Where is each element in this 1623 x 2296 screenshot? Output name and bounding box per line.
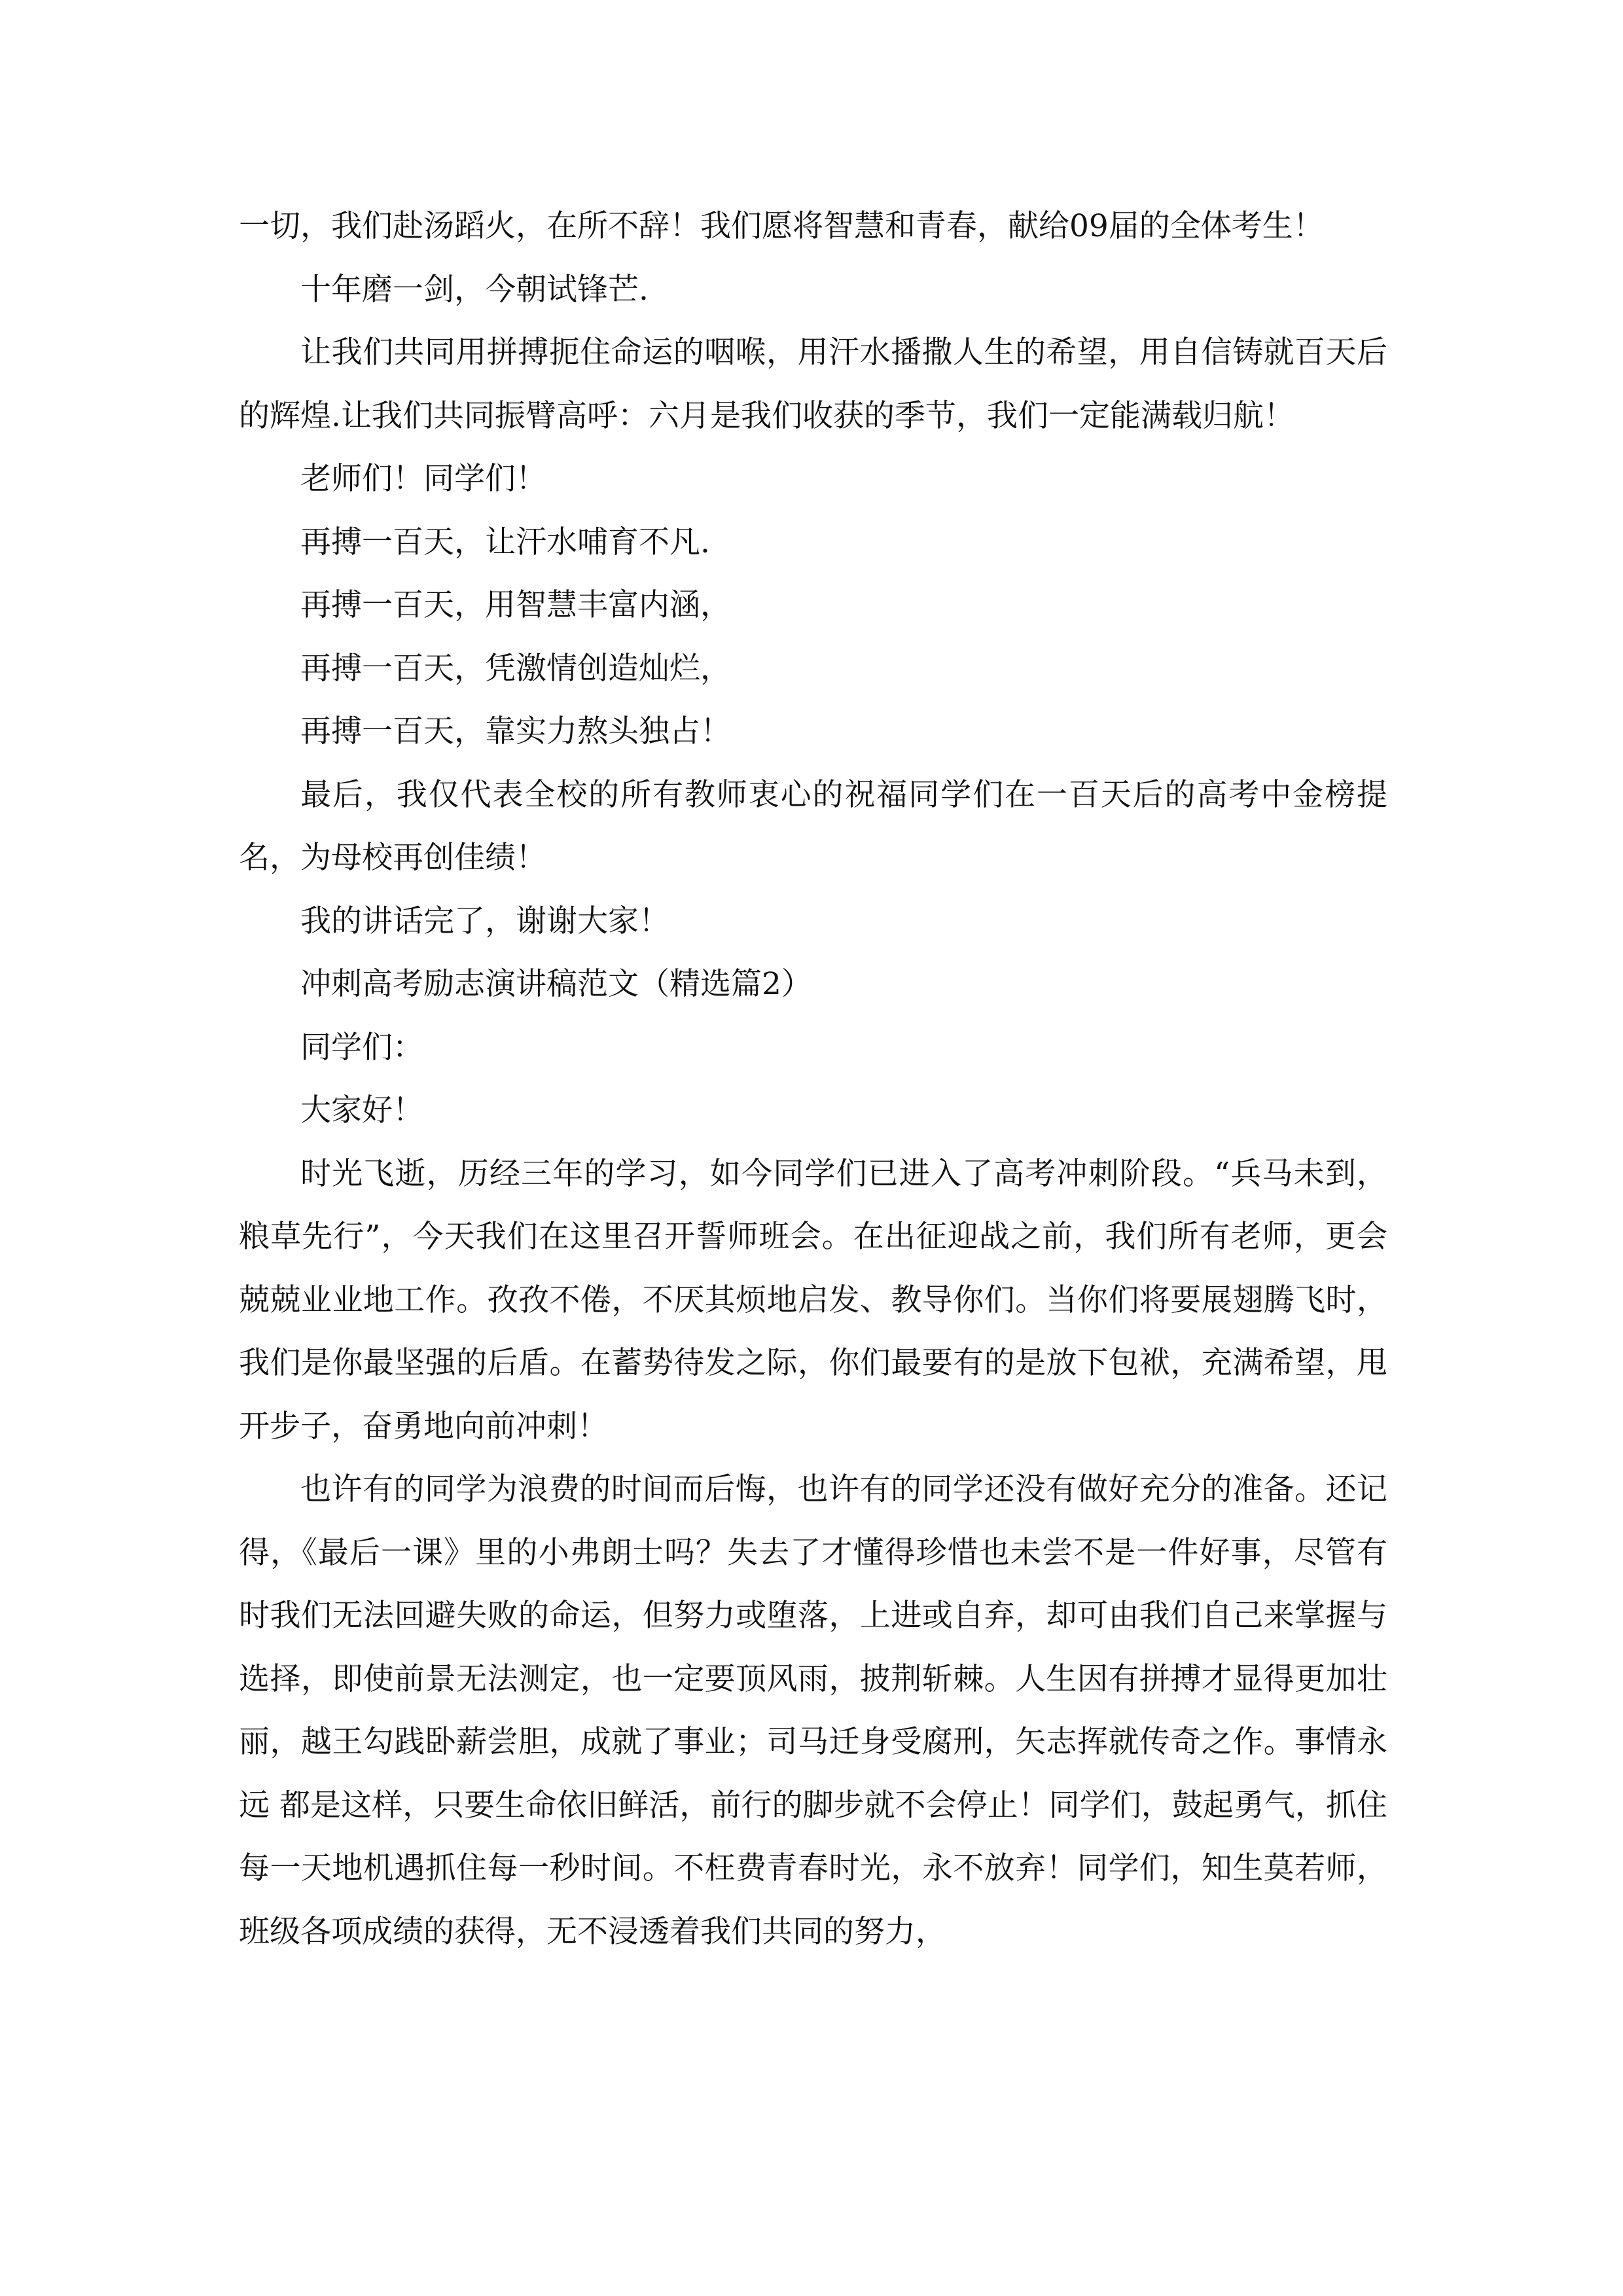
document-body (239, 195, 1387, 1964)
paragraph: 十年磨一剑，今朝试锋芒. (300, 271, 649, 308)
paragraph: 再搏一百天，让汗水哺育不凡. (300, 524, 710, 560)
paragraph: 让我们共同用拼搏扼住命运的咽喉，用汗水播撒人生的希望，用自信铸就百天后的辉煌.让我们共同振臂高呼：六月是我们收获的季节，我们一定能满载归航！ (239, 334, 1387, 434)
paragraph: 最后，我仅代表全校的所有教师衷心的祝福同学们在一百天后的高考中金榜提名，为母校再创佳绩！ (239, 776, 1387, 876)
paragraph: 也许有的同学为浪费的时间而后悔，也许有的同学还没有做好充分的准备。还记得，《最后一课》里的小弗朗士吗？失去了才懂得珍惜也未尝不是一件好事，尽管有时我们无法回避失败的命运，但努力或堕落，上进或自弃，却可由我们自己来掌握与选择，即使前景无法测定，也一定要顶风雨，披荆斩棘。人生因有拼搏才显得更加壮丽，越王勾践卧薪尝胆，成就了事业；司马迁身受腐刑，矢志挥就传奇之作。事情永远 都是这样，只要生命依旧鲜活，前行的脚步就不会停止！同学们，鼓起勇气，抓住每一天地机遇抓住每一秒时间。不枉费青春时光，永不放弃！同学们，知生莫若师，班级各项成绩的获得，无不浸透着我们共同的努力， (239, 1471, 1387, 1950)
paragraph: 再搏一百天，靠实力熬头独占！ (300, 713, 731, 749)
paragraph: 大家好！ (300, 1092, 423, 1128)
paragraph: 时光飞逝，历经三年的学习，如今同学们已进入了高考冲刺阶段。“兵马未到，粮草先行”，今天我们在这里召开誓师班会。在出征迎战之前，我们所有老师，更会兢兢业业地工作。孜孜不倦，不厌其烦地启发、教导你们。当你们将要展翅腾飞时，我们是你最坚强的后盾。在蓄势待发之际，你们最要有的是放下包袱，充满希望，甩开步子，奋勇地向前冲刺！ (239, 1155, 1387, 1444)
paragraph: 我的讲话完了，谢谢大家！ (300, 903, 669, 939)
paragraph-continued: 一切，我们赴汤蹈火，在所不辞！我们愿将智慧和青春，献给09届的全体考生！ (239, 208, 1324, 244)
section-heading: 冲刺高考励志演讲稿范文（精选篇2） (300, 966, 812, 1002)
paragraph: 再搏一百天，用智慧丰富内涵， (300, 587, 731, 623)
paragraph: 老师们！同学们！ (300, 461, 546, 497)
paragraph: 再搏一百天，凭激情创造灿烂， (300, 650, 731, 687)
paragraph: 同学们： (300, 1029, 423, 1066)
